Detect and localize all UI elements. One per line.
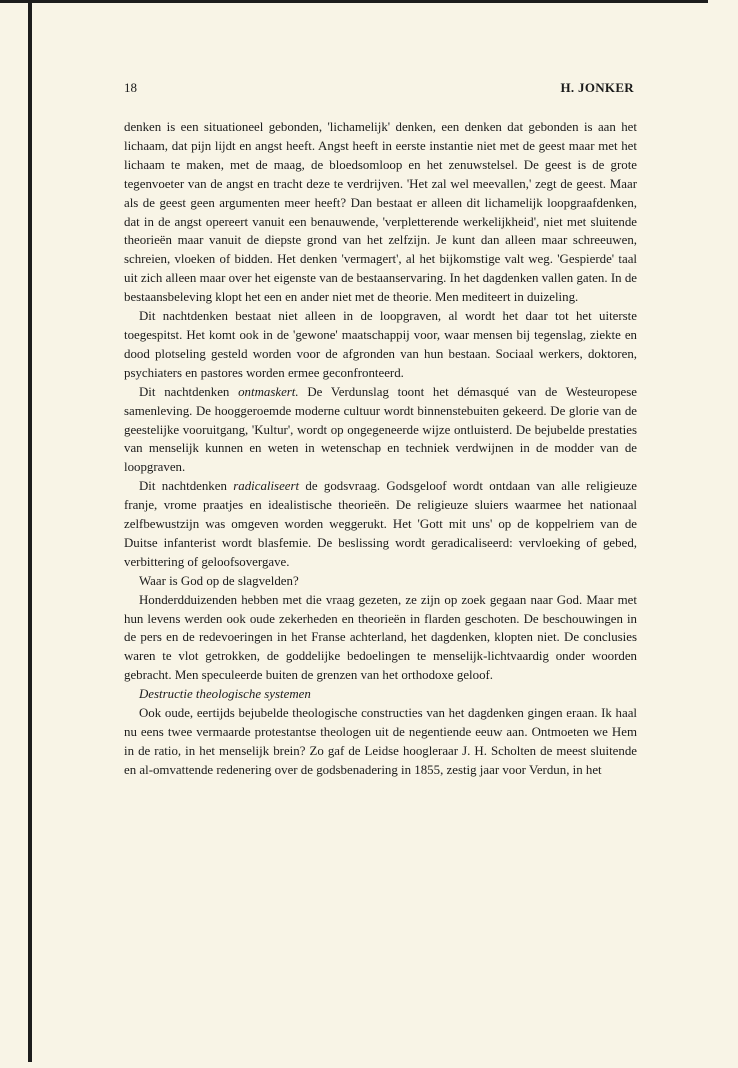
- scan-top-edge: [0, 0, 708, 3]
- page-number: 18: [124, 80, 137, 95]
- paragraph: Dit nachtdenken bestaat niet alleen in de loopgraven, al wordt het daar tot het uiterste toegespitst. Het komt ook in de 'gewone' maatschappij voor, waar mensen bij tegenslag, ziekte en dood plotseling gesteld worden voor de afgronden van hun bestaan. Sociaal werkers, doktoren, psychiaters en pastores worden ermee geconfronteerd.: [124, 309, 637, 380]
- italic-term: ontmaskert.: [238, 384, 299, 399]
- paragraph-continuation: denken is een situationeel gebonden, 'lichamelijk' denken, een denken dat gebonden is aan het lichaam, dat pijn lijdt en angst heeft. Angst heeft in eerste instantie niet met de geest maar met het lichaam te maken, met de maag, de bloedsomloop en het zenuwstelsel. De geest is de grote tegenvoeter van de angst en tracht deze te verdrijven. 'Het zal wel meevallen,' zegt de geest. Maar als de geest geen argumenten meer heeft? Dan bestaat er alleen dit lichamelijk loopgraafdenken, dat in de angst opereert vanuit een benauwende, 'verpletterende werkelijkheid', niet met sluitende theorieën maar vanuit de diepste grond van het zelfzijn. Je kunt dan alleen maar schreeuwen, schreien, vloeken of bidden. Het denken 'vermagert', al het bijkomstige valt weg. 'Gespierde' taal uit zich alleen maar over het eigenste van de bestaanservaring. In het dagdenken vallen gaten. In de bestaansbeleving klopt het een en ander niet met de theorie. Men mediteert in duizeling.: [124, 120, 637, 305]
- scan-left-edge: [28, 0, 32, 1062]
- running-head-author: H. JONKER: [560, 80, 634, 95]
- body-text: [124, 118, 637, 780]
- paragraph: Honderdduizenden hebben met die vraag gezeten, ze zijn op zoek gegaan naar God. Maar met hun levens werden ook oude zekerheden en theorieën in flarden geschoten. De beschouwingen in de pers en de redevoeringen in het Franse achterland, het dagdenken, klopten niet. De conclusies waren te vlot getrokken, de goddelijke bedoelingen te menselijk-lichtvaardig onder woorden gebracht. Men speculeerde buiten de grenzen van het orthodoxe geloof.: [124, 592, 637, 683]
- paragraph-text: Dit nachtdenken: [139, 479, 234, 494]
- italic-term: radicaliseert: [233, 479, 300, 494]
- paragraph-question: Waar is God op de slagvelden?: [139, 573, 299, 588]
- paragraph: [124, 383, 637, 478]
- paragraph: [124, 477, 637, 572]
- paragraph: Ook oude, eertijds bejubelde theologische constructies van het dagdenken gingen eraan. Ik haal nu eens twee vermaarde protestantse theologen uit de negentiende eeuw aan. Ontmoeten we Hem in de ratio, in het menselijk brein? Zo gaf de Leidse hoogleraar J. H. Scholten de meest sluitende en al-omvattende redenering over de godsbenadering in 1855, zestig jaar voor Verdun, in het: [124, 706, 637, 777]
- section-heading: Destructie theologische systemen: [139, 687, 311, 702]
- paragraph-text: De Verdunslag toont het démasqué van de Westeuropese samenleving. De hooggeroemde moderne cultuur wordt binnenstebuiten gekeerd. De glorie van de geestelijke vooruitgang, 'Kultur', wordt op ongegeneerde wijze ontluisterd. De bejubelde prestaties van menselijk kunnen en weten in wetenschap en techniek verdwijnen in de modder van de loopgraven.: [124, 384, 637, 475]
- paragraph-text: Dit nachtdenken: [139, 384, 239, 399]
- paragraph-text: de godsvraag. Godsgeloof wordt ontdaan van alle religieuze franje, vrome praatjes en idealistische theorieën. De religieuze sluiers waarmee het nationaal zelfbewustzijn was omgeven worden weggerukt. Het 'Gott mit uns' op de koppelriem van de Duitse infanterist wordt blasfemie. De beslissing wordt geradicaliseerd: vervloeking of gebed, verbittering of geloofsovergave.: [124, 479, 637, 569]
